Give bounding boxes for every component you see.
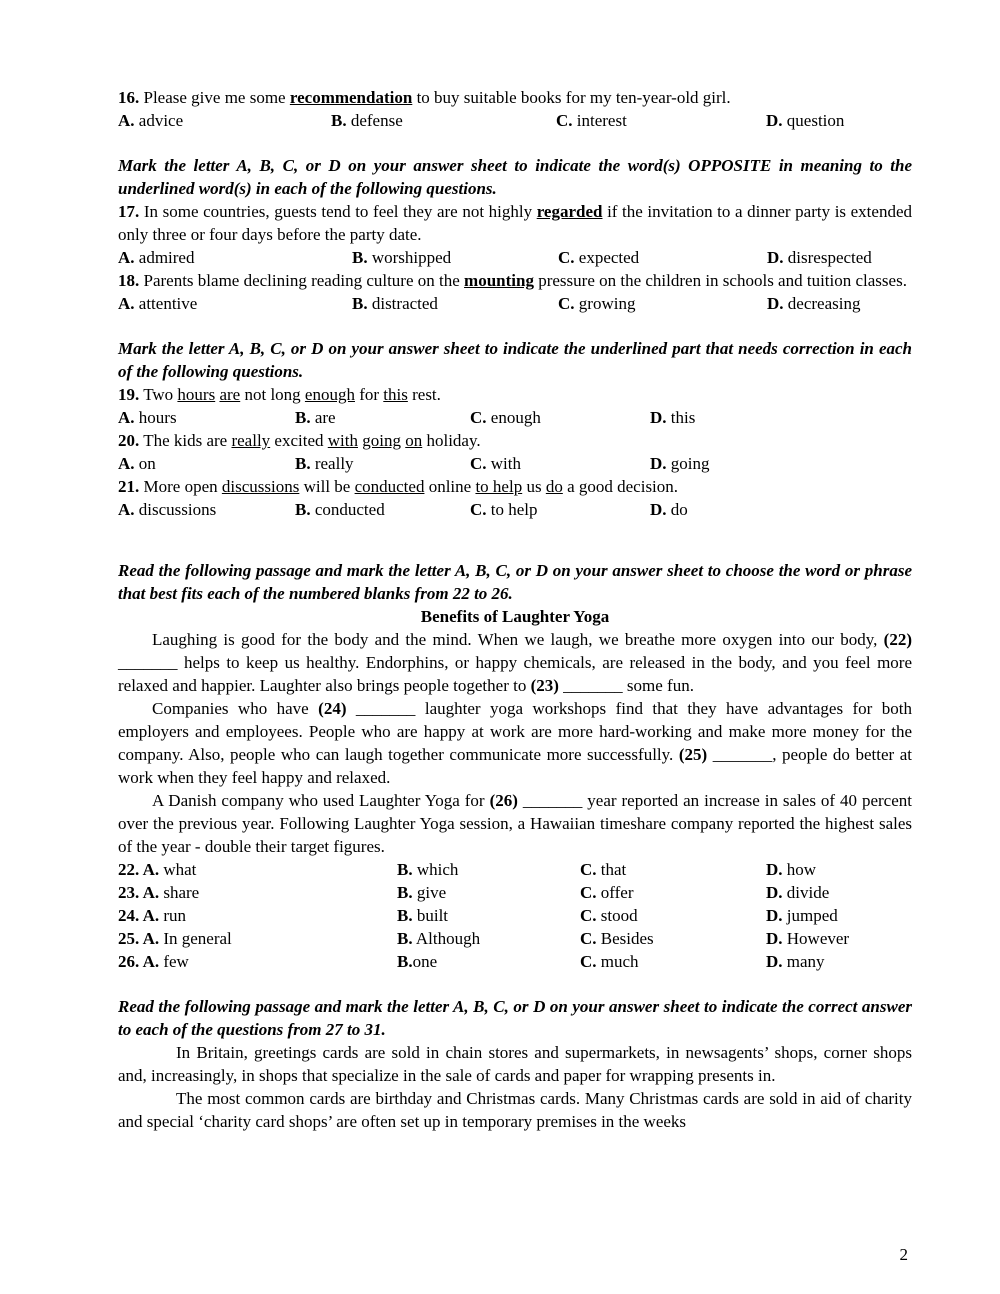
option-label: A.	[142, 929, 160, 948]
option-B	[397, 950, 580, 973]
option-A	[118, 498, 295, 521]
option-B	[397, 927, 580, 950]
option-text: enough	[486, 408, 541, 427]
text-segment: not long	[240, 385, 305, 404]
option-D	[766, 950, 912, 973]
text-segment: _______ helps to keep us healthy. Endorphins, or happy chemicals, are released in the body, and you feel more relaxed and happier. Laughter also brings people together to	[118, 653, 912, 695]
option-D	[767, 246, 912, 269]
underlined-text: enough	[304, 385, 355, 404]
option-text: decreasing	[783, 294, 861, 313]
option-text: few	[159, 952, 189, 971]
bold-text: 17.	[118, 202, 140, 221]
option-D	[650, 498, 912, 521]
option-text: jumped	[782, 906, 838, 925]
option-C	[580, 858, 766, 881]
question-26-options	[118, 950, 912, 973]
option-A	[118, 881, 397, 904]
option-text: However	[782, 929, 850, 948]
option-label: A.	[118, 500, 135, 519]
option-text: Besides	[596, 929, 654, 948]
question-number: 25.	[118, 929, 143, 948]
option-text: defense	[346, 111, 403, 130]
question-16-stem	[118, 86, 912, 109]
option-D	[766, 927, 912, 950]
text-segment: holiday.	[422, 431, 481, 450]
reading-paragraph-2	[118, 1087, 912, 1133]
option-C	[470, 452, 650, 475]
option-text: what	[159, 860, 197, 879]
option-text: interest	[572, 111, 627, 130]
option-text: question	[782, 111, 845, 130]
question-25-options	[118, 927, 912, 950]
option-A	[118, 406, 295, 429]
bold-text: 18.	[118, 271, 140, 290]
option-text: are	[310, 408, 336, 427]
cloze-paragraph-2	[118, 697, 912, 789]
question-20-options	[118, 452, 912, 475]
option-label: B.	[295, 500, 311, 519]
option-label: A.	[118, 294, 135, 313]
text-segment: _______ some fun.	[558, 676, 694, 695]
option-text: to help	[486, 500, 538, 519]
option-text: much	[596, 952, 639, 971]
question-21-stem	[118, 475, 912, 498]
reading-paragraph-1	[118, 1041, 912, 1087]
option-B	[397, 904, 580, 927]
underlined-text: mounting	[464, 271, 534, 290]
question-number: 24.	[118, 906, 143, 925]
option-label: C.	[580, 952, 597, 971]
question-18-stem	[118, 269, 912, 292]
option-label: D.	[766, 111, 783, 130]
option-C	[556, 109, 766, 132]
option-label: B.	[331, 111, 347, 130]
option-B	[295, 498, 470, 521]
option-label: A.	[118, 408, 135, 427]
text-segment: A Danish company who used Laughter Yoga for	[152, 791, 490, 810]
underlined-text: discussions	[221, 477, 300, 496]
option-label: D.	[767, 294, 784, 313]
page-number: 2	[899, 1245, 908, 1264]
option-B	[295, 406, 470, 429]
option-text: going	[666, 454, 710, 473]
option-label: A.	[142, 906, 160, 925]
underlined-text: regarded	[536, 202, 603, 221]
option-text: discussions	[134, 500, 217, 519]
underlined-text: conducted	[354, 477, 425, 496]
underlined-text: going	[362, 431, 401, 450]
document-content	[118, 86, 912, 1133]
option-label: C.	[580, 860, 597, 879]
passage-title	[118, 605, 912, 628]
option-text: stood	[596, 906, 638, 925]
instruction-opposite-meaning	[118, 154, 912, 200]
option-text: Although	[412, 929, 481, 948]
bold-text: (26)	[489, 791, 518, 810]
option-label: C.	[558, 248, 575, 267]
option-C	[580, 927, 766, 950]
option-label: C.	[558, 294, 575, 313]
option-A	[118, 452, 295, 475]
option-A	[118, 109, 331, 132]
option-label: A.	[142, 883, 160, 902]
text-segment: _______ laughter yoga workshops find that they have advantages for both employers and employees. People who are happy at work are more hard-working and make more money for the company. Also, people who can laugh together communicate more successfully.	[118, 699, 913, 764]
question-20-stem	[118, 429, 912, 452]
question-18-options	[118, 292, 912, 315]
option-label: A.	[118, 454, 135, 473]
option-text: growing	[574, 294, 636, 313]
bold-text: Mark the letter A, B, C, or D on your answer sheet to indicate the word(s) OPPOSITE in meaning to the underlined word(s) in each of the following questions.	[118, 156, 912, 198]
text-segment: In Britain, greetings cards are sold in chain stores and supermarkets, in newsagents’ shops, corner shops and, increasingly, in shops that specialize in the sale of cards and paper for wrapping presents in.	[118, 1043, 912, 1085]
option-A	[118, 950, 397, 973]
question-16-options	[118, 109, 912, 132]
option-label: B.	[397, 883, 413, 902]
option-text: admired	[134, 248, 195, 267]
option-A	[118, 927, 397, 950]
text-segment: _______ year reported an increase in sales of 40 percent over the previous year. Following Laughter Yoga session, a Hawaiian timeshare company reported the highest sales of the year - double their target figures.	[118, 791, 912, 856]
option-text: distracted	[367, 294, 438, 313]
option-text: give	[412, 883, 447, 902]
option-B	[397, 881, 580, 904]
text-segment: More open	[139, 477, 222, 496]
option-text: how	[782, 860, 817, 879]
bold-text: (24)	[318, 699, 347, 718]
underlined-text: are	[219, 385, 241, 404]
option-label: C.	[470, 454, 487, 473]
question-24-options	[118, 904, 912, 927]
underlined-text: recommendation	[289, 88, 413, 107]
question-22-options	[118, 858, 912, 881]
option-label: D.	[766, 952, 783, 971]
text-segment: for	[354, 385, 384, 404]
option-text: offer	[596, 883, 634, 902]
option-text: share	[159, 883, 200, 902]
option-text: run	[159, 906, 187, 925]
text-segment: Two	[139, 385, 178, 404]
text-segment: us	[522, 477, 546, 496]
text-segment: The kids are	[139, 431, 232, 450]
option-label: B.	[295, 408, 311, 427]
bold-text: 16.	[118, 88, 140, 107]
option-label: C.	[470, 408, 487, 427]
underlined-text: this	[383, 385, 408, 404]
option-C	[580, 881, 766, 904]
option-text: this	[666, 408, 696, 427]
question-number: 22.	[118, 860, 143, 879]
option-text: one	[412, 952, 438, 971]
option-text: In general	[159, 929, 232, 948]
option-D	[766, 858, 912, 881]
question-number: 23.	[118, 883, 143, 902]
text-segment: _______, people do better at work when they feel happy and relaxed.	[118, 745, 913, 787]
option-text: attentive	[134, 294, 198, 313]
option-label: B.	[397, 860, 413, 879]
text-segment: rest.	[407, 385, 441, 404]
instruction-error-correction	[118, 337, 912, 383]
underlined-text: really	[231, 431, 271, 450]
text-segment: will be	[299, 477, 355, 496]
underlined-text: with	[327, 431, 358, 450]
question-19-stem	[118, 383, 912, 406]
option-D	[766, 881, 912, 904]
option-label: D.	[650, 408, 667, 427]
cloze-paragraph-3	[118, 789, 912, 858]
option-label: B.	[397, 929, 413, 948]
option-text: on	[134, 454, 156, 473]
bold-text: Read the following passage and mark the letter A, B, C, or D on your answer sheet to indicate the correct answer to each of the questions from 27 to 31.	[118, 997, 912, 1039]
option-label: C.	[470, 500, 487, 519]
bold-text: (25)	[678, 745, 708, 764]
option-label: A.	[142, 860, 160, 879]
bold-text: 21.	[118, 477, 140, 496]
option-text: hours	[134, 408, 177, 427]
text-segment: Laughing is good for the body and the mind. When we laugh, we breathe more oxygen into our body,	[152, 630, 884, 649]
option-text: worshipped	[367, 248, 452, 267]
option-text: do	[666, 500, 688, 519]
option-B	[397, 858, 580, 881]
option-text: expected	[574, 248, 640, 267]
option-label: D.	[766, 883, 783, 902]
option-D	[767, 292, 912, 315]
option-D	[766, 904, 912, 927]
option-C	[470, 406, 650, 429]
option-label: B.	[397, 906, 413, 925]
text-segment: online	[424, 477, 476, 496]
text-segment: a good decision.	[562, 477, 679, 496]
cloze-paragraph-1	[118, 628, 912, 697]
bold-text: 20.	[118, 431, 140, 450]
question-17-options	[118, 246, 912, 269]
option-C	[580, 950, 766, 973]
option-text: built	[412, 906, 449, 925]
option-A	[118, 246, 352, 269]
text-segment: Parents blame declining reading culture on the	[139, 271, 465, 290]
option-label: B.	[352, 294, 368, 313]
text-segment: Please give me some	[139, 88, 290, 107]
question-number: 26.	[118, 952, 143, 971]
option-C	[558, 292, 767, 315]
underlined-text: to help	[475, 477, 523, 496]
option-text: divide	[782, 883, 830, 902]
option-label: A.	[142, 952, 160, 971]
option-A	[118, 904, 397, 927]
option-text: really	[310, 454, 354, 473]
option-label: D.	[766, 906, 783, 925]
option-text: many	[782, 952, 825, 971]
option-text: that	[596, 860, 627, 879]
text-segment: Companies who have	[152, 699, 319, 718]
question-23-options	[118, 881, 912, 904]
bold-text: 19.	[118, 385, 140, 404]
underlined-text: do	[545, 477, 563, 496]
option-label: D.	[650, 500, 667, 519]
option-label: D.	[650, 454, 667, 473]
bold-text: Read the following passage and mark the letter A, B, C, or D on your answer sheet to choose the word or phrase that best fits each of the numbered blanks from 22 to 26.	[118, 561, 912, 603]
option-label: C.	[556, 111, 573, 130]
option-label: C.	[580, 929, 597, 948]
option-B	[331, 109, 556, 132]
option-label: D.	[767, 248, 784, 267]
option-text: which	[412, 860, 459, 879]
option-label: B.	[352, 248, 368, 267]
option-B	[295, 452, 470, 475]
option-D	[650, 406, 912, 429]
text-segment: The most common cards are birthday and Christmas cards. Many Christmas cards are sold in aid of charity and special ‘charity card shops’ are often set up in temporary premises in the weeks	[118, 1089, 912, 1131]
option-A	[118, 858, 397, 881]
text-segment: if the invitation to a dinner party is extended only three or four days before the party date.	[118, 202, 912, 244]
option-A	[118, 292, 352, 315]
option-D	[766, 109, 912, 132]
option-label: C.	[580, 883, 597, 902]
text-segment: to buy suitable books for my ten-year-old girl.	[412, 88, 731, 107]
bold-text: (23)	[530, 676, 559, 695]
bold-text: Mark the letter A, B, C, or D on your answer sheet to indicate the underlined part that needs correction in each of the following questions.	[118, 339, 912, 381]
option-D	[650, 452, 912, 475]
question-21-options	[118, 498, 912, 521]
bold-text: Benefits of Laughter Yoga	[420, 607, 610, 626]
underlined-text: on	[405, 431, 423, 450]
text-segment: In some countries, guests tend to feel they are not highly	[139, 202, 537, 221]
option-C	[580, 904, 766, 927]
question-19-options	[118, 406, 912, 429]
option-text: with	[486, 454, 522, 473]
option-label: D.	[766, 929, 783, 948]
option-label: A.	[118, 111, 135, 130]
text-segment: excited	[270, 431, 328, 450]
underlined-text: hours	[177, 385, 216, 404]
question-17-stem	[118, 200, 912, 246]
option-text: advice	[134, 111, 184, 130]
option-C	[470, 498, 650, 521]
option-label: A.	[118, 248, 135, 267]
option-label: B.	[397, 952, 413, 971]
instruction-reading-27-31	[118, 995, 912, 1041]
option-C	[558, 246, 767, 269]
option-B	[352, 246, 558, 269]
text-segment: pressure on the children in schools and tuition classes.	[533, 271, 907, 290]
bold-text: (22)	[883, 630, 912, 649]
option-label: B.	[295, 454, 311, 473]
option-label: C.	[580, 906, 597, 925]
instruction-cloze-22-26	[118, 559, 912, 605]
option-text: disrespected	[783, 248, 872, 267]
option-label: D.	[766, 860, 783, 879]
option-text: conducted	[310, 500, 385, 519]
option-B	[352, 292, 558, 315]
